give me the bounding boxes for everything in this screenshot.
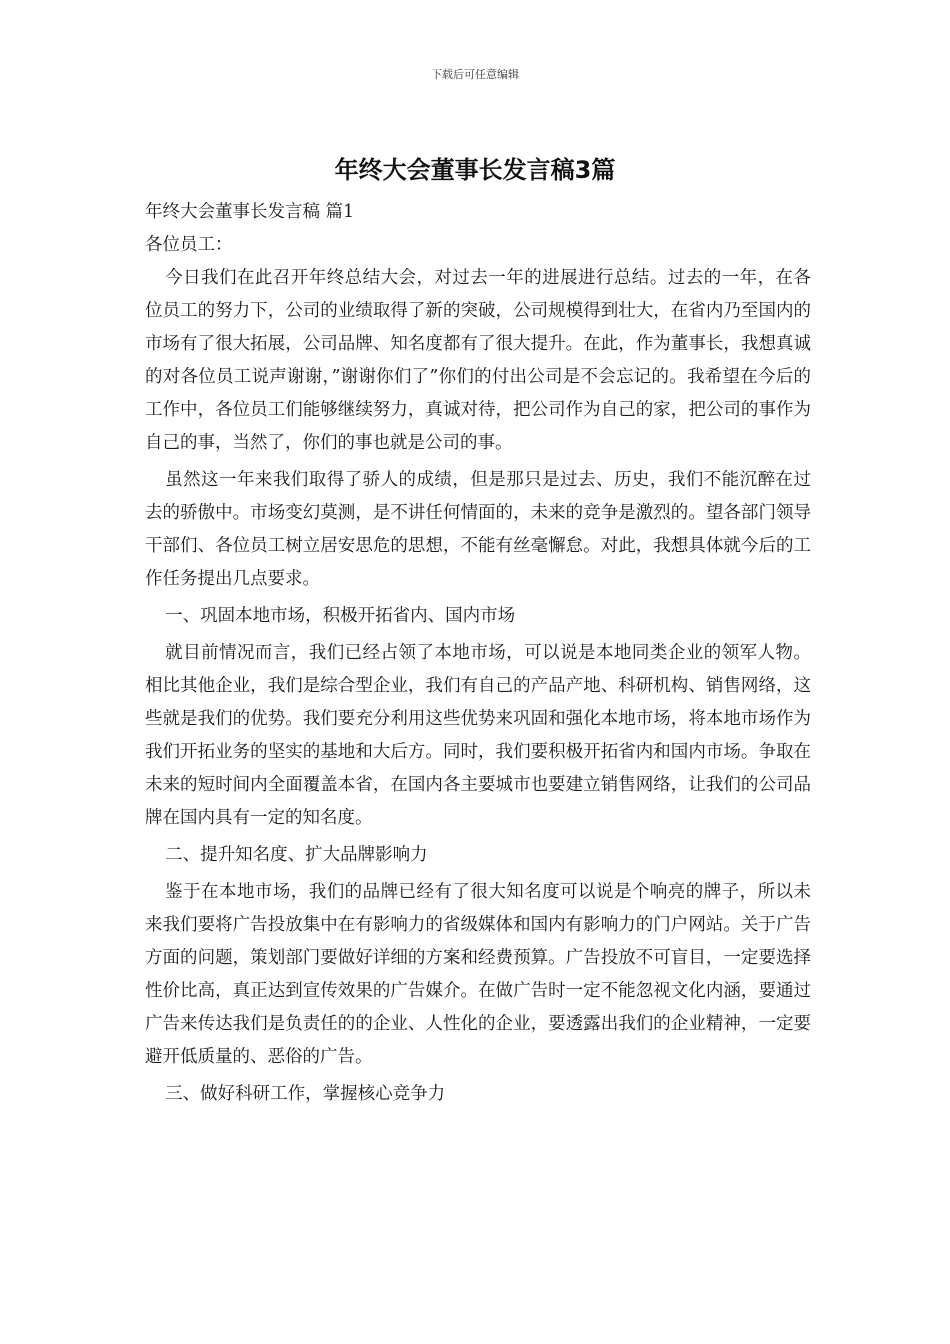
heading-point-3: 三、做好科研工作，掌握核心竞争力 [165,1084,446,1104]
document-body [145,196,811,1115]
salutation: 各位员工： [145,235,233,255]
paragraph-point-1: 就目前情况而言，我们已经占领了本地市场，可以说是本地同类企业的领军人物。相比其他企业，我们是综合型企业，我们有自己的产品产地、科研机构、销售网络，这些就是我们的优势。我们要充分利用这些优势来巩固和强化本地市场，将本地市场作为我们开拓业务的坚实的基地和大后方。同时，我们要积极开拓省内和国内市场。争取在未来的短时间内全面覆盖本省，在国内各主要城市也要建立销售网络，让我们的公司品牌在国内具有一定的知名度。 [145,643,811,828]
paragraph-point-2: 鉴于在本地市场，我们的品牌已经有了很大知名度可以说是个响亮的牌子，所以未来我们要将广告投放集中在有影响力的省级媒体和国内有影响力的门户网站。关于广告方面的问题，策划部门要做好详细的方案和经费预算。广告投放不可盲目，一定要选择性价比高，真正达到宣传效果的广告媒介。在做广告时一定不能忽视文化内涵，要通过广告来传达我们是负责任的的企业、人性化的企业，要透露出我们的企业精神，一定要避开低质量的、恶俗的广告。 [145,882,811,1067]
paragraph-caution: 虽然这一年来我们取得了骄人的成绩，但是那只是过去、历史，我们不能沉醉在过去的骄傲中。市场变幻莫测，是不讲任何情面的，未来的竞争是激烈的。望各部门领导干部们、各位员工树立居安思危的思想，不能有丝毫懈怠。对此，我想具体就今后的工作任务提出几点要求。 [145,470,811,589]
heading-point-2: 二、提升知名度、扩大品牌影响力 [165,845,428,865]
section-title: 年终大会董事长发言稿 篇1 [145,202,355,222]
paragraph-intro: 今日我们在此召开年终总结大会，对过去一年的进展进行总结。过去的一年，在各位员工的努力下，公司的业绩取得了新的突破，公司规模得到壮大，在省内乃至国内的市场有了很大拓展，公司品牌、知名度都有了很大提升。在此，作为董事长，我想真诚的对各位员工说声谢谢，”谢谢你们了”你们的付出公司是不会忘记的。我希望在今后的工作中，各位员工们能够继续努力，真诚对待，把公司作为自己的家，把公司的事作为自己的事，当然了，你们的事也就是公司的事。 [145,268,811,453]
document-title: 年终大会董事长发言稿3篇 [334,156,616,184]
header-note: 下载后可任意编辑 [431,68,519,81]
heading-point-1: 一、巩固本地市场，积极开拓省内、国内市场 [165,606,516,626]
